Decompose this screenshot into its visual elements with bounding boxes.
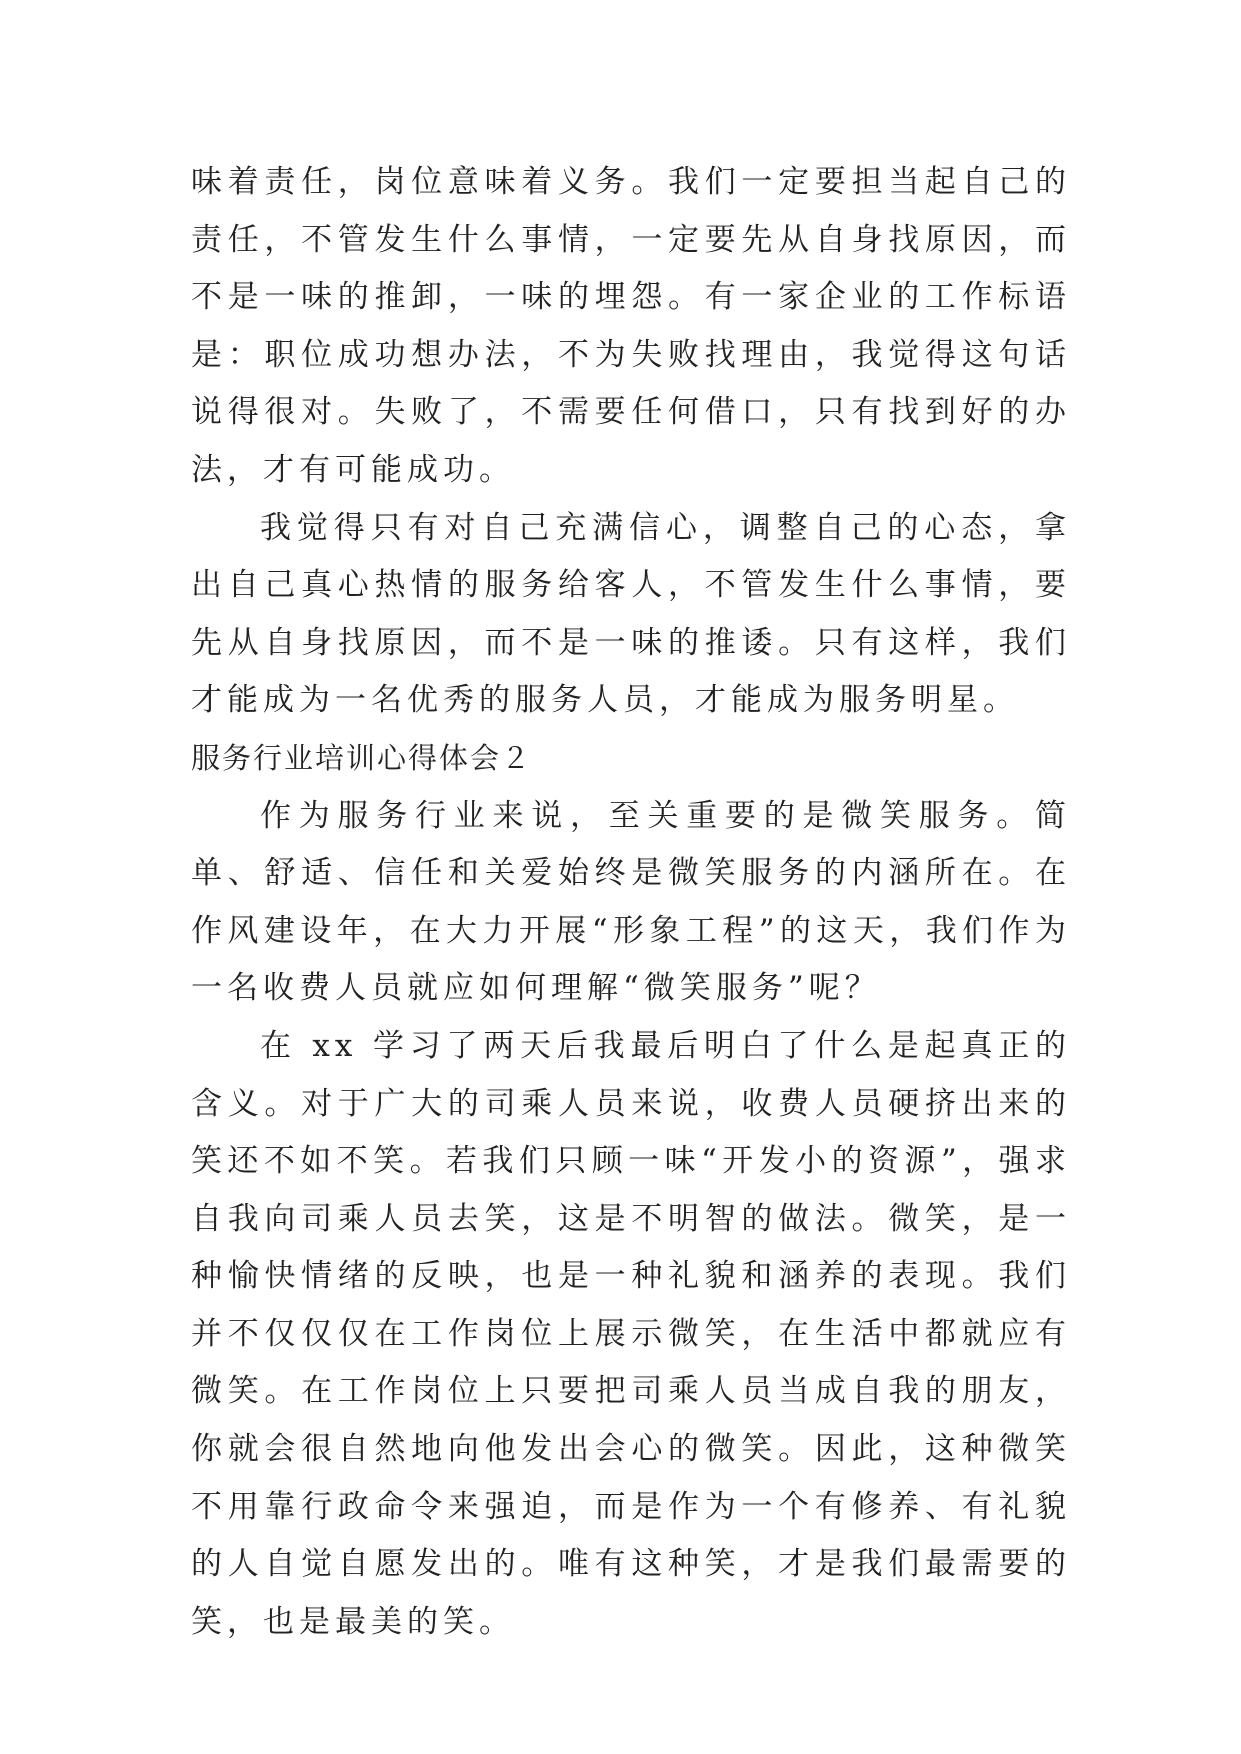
section-title: 服务行业培训心得体会２ xyxy=(191,740,533,775)
paragraph-continued: 味着责任，岗位意味着义务。我们一定要担当起自己的责任，不管发生什么事情，一定要先从自身找原因，而不是一味的推卸，一味的埋怨。有一家企业的工作标语是：职位成功想办法，不为失败找理由，我觉得这句话说得很对。失败了，不需要任何借口，只有找到好的办法，才有可能成功。 xyxy=(191,164,1071,488)
paragraph-confidence: 我觉得只有对自己充满信心，调整自己的心态，拿出自己真心热情的服务给客人，不管发生什么事情，要先从自身找原因，而不是一味的推诿。只有这样，我们才能成为一名优秀的服务人员，才能成为服务明星。 xyxy=(191,509,1071,719)
paragraph-smile-service: 作为服务行业来说，至关重要的是微笑服务。简单、舒适、信任和关爱始终是微笑服务的内涵所在。在作风建设年，在大力开展“形象工程”的这天，我们作为一名收费人员就应如何理解“微笑服务”呢？ xyxy=(191,797,1071,1007)
document-body xyxy=(191,154,1071,1651)
paragraph-training-reflection: 在 xx 学习了两天后我最后明白了什么是起真正的含义。对于广大的司乘人员来说，收费人员硬挤出来的笑还不如不笑。若我们只顾一味“开发小的资源”，强求自我向司乘人员去笑，这是不明智的做法。微笑，是一种愉快情绪的反映，也是一种礼貌和涵养的表现。我们并不仅仅仅在工作岗位上展示微笑，在生活中都就应有微笑。在工作岗位上只要把司乘人员当成自我的朋友，你就会很自然地向他发出会心的微笑。因此，这种微笑不用靠行政命令来强迫，而是作为一个有修养、有礼貌的人自觉自愿发出的。唯有这种笑，才是我们最需要的笑，也是最美的笑。 xyxy=(191,1027,1071,1640)
